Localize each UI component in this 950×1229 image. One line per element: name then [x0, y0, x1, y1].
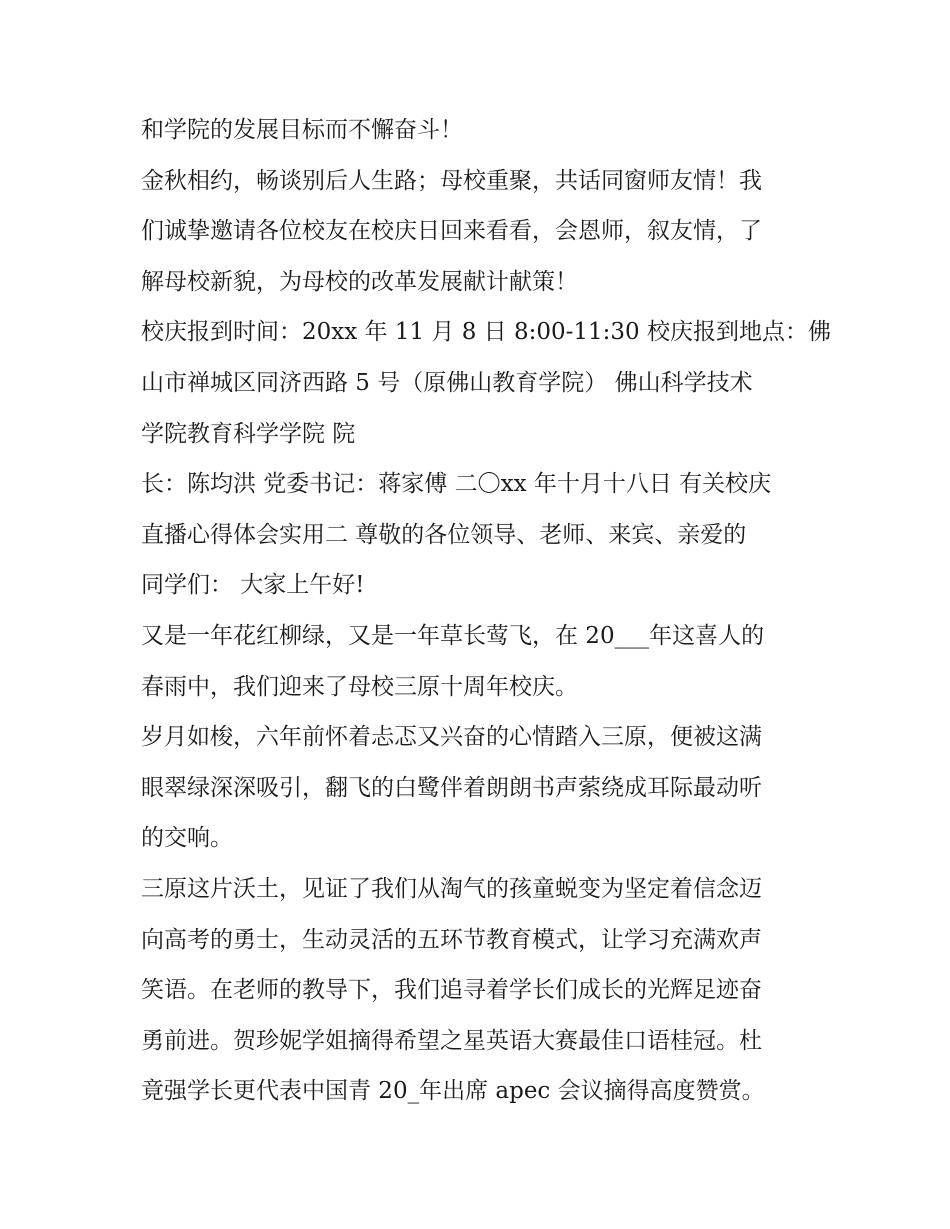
text-line: 竟强学长更代表中国青 20_年出席 apec 会议摘得高度赞赏。	[141, 1078, 765, 1105]
text-line: 金秋相约，畅谈别后人生路；母校重聚，共话同窗师友情！我	[141, 167, 762, 194]
text-line: 又是一年花红柳绿，又是一年草长莺飞，在 20___年这喜人的	[141, 622, 765, 649]
text-line: 直播心得体会实用二 尊敬的各位领导、老师、来宾、亲爱的	[141, 521, 747, 548]
text-line: 春雨中，我们迎来了母校三原十周年校庆。	[141, 673, 578, 700]
document-body	[141, 105, 831, 1117]
text-line: 向高考的勇士，生动灵活的五环节教育模式，让学习充满欢声	[141, 926, 762, 953]
text-line: 解母校新貌，为母校的改革发展献计献策！	[141, 268, 578, 295]
text-line: 们诚挚邀请各位校友在校庆日回来看看，会恩师，叙友情，了	[141, 218, 762, 245]
text-line: 校庆报到时间：20xx 年 11 月 8 日 8:00-11:30 校庆报到地点：佛	[141, 319, 831, 346]
text-line: 学院教育科学学院 院	[141, 420, 356, 447]
text-line: 三原这片沃土，见证了我们从淘气的孩童蜕变为坚定着信念迈	[141, 875, 762, 902]
text-line: 笑语。在老师的教导下，我们追寻着学长们成长的光辉足迹奋	[141, 977, 762, 1004]
text-line: 和学院的发展目标而不懈奋斗！	[141, 117, 463, 143]
text-line: 的交响。	[141, 825, 233, 852]
text-line: 山市禅城区同济西路 5 号（原佛山教育学院） 佛山科学技术	[141, 369, 753, 396]
text-line: 眼翠绿深深吸引，翻飞的白鹭伴着朗朗书声萦绕成耳际最动听	[141, 774, 762, 801]
text-line: 长：陈均洪 党委书记：蒋家傅 二〇xx 年十月十八日 有关校庆	[141, 471, 772, 498]
text-line: 勇前进。贺珍妮学姐摘得希望之星英语大赛最佳口语桂冠。杜	[141, 1027, 762, 1054]
text-line: 岁月如梭，六年前怀着忐忑又兴奋的心情踏入三原，便被这满	[141, 724, 762, 751]
text-line: 同学们： 大家上午好!	[141, 572, 365, 599]
